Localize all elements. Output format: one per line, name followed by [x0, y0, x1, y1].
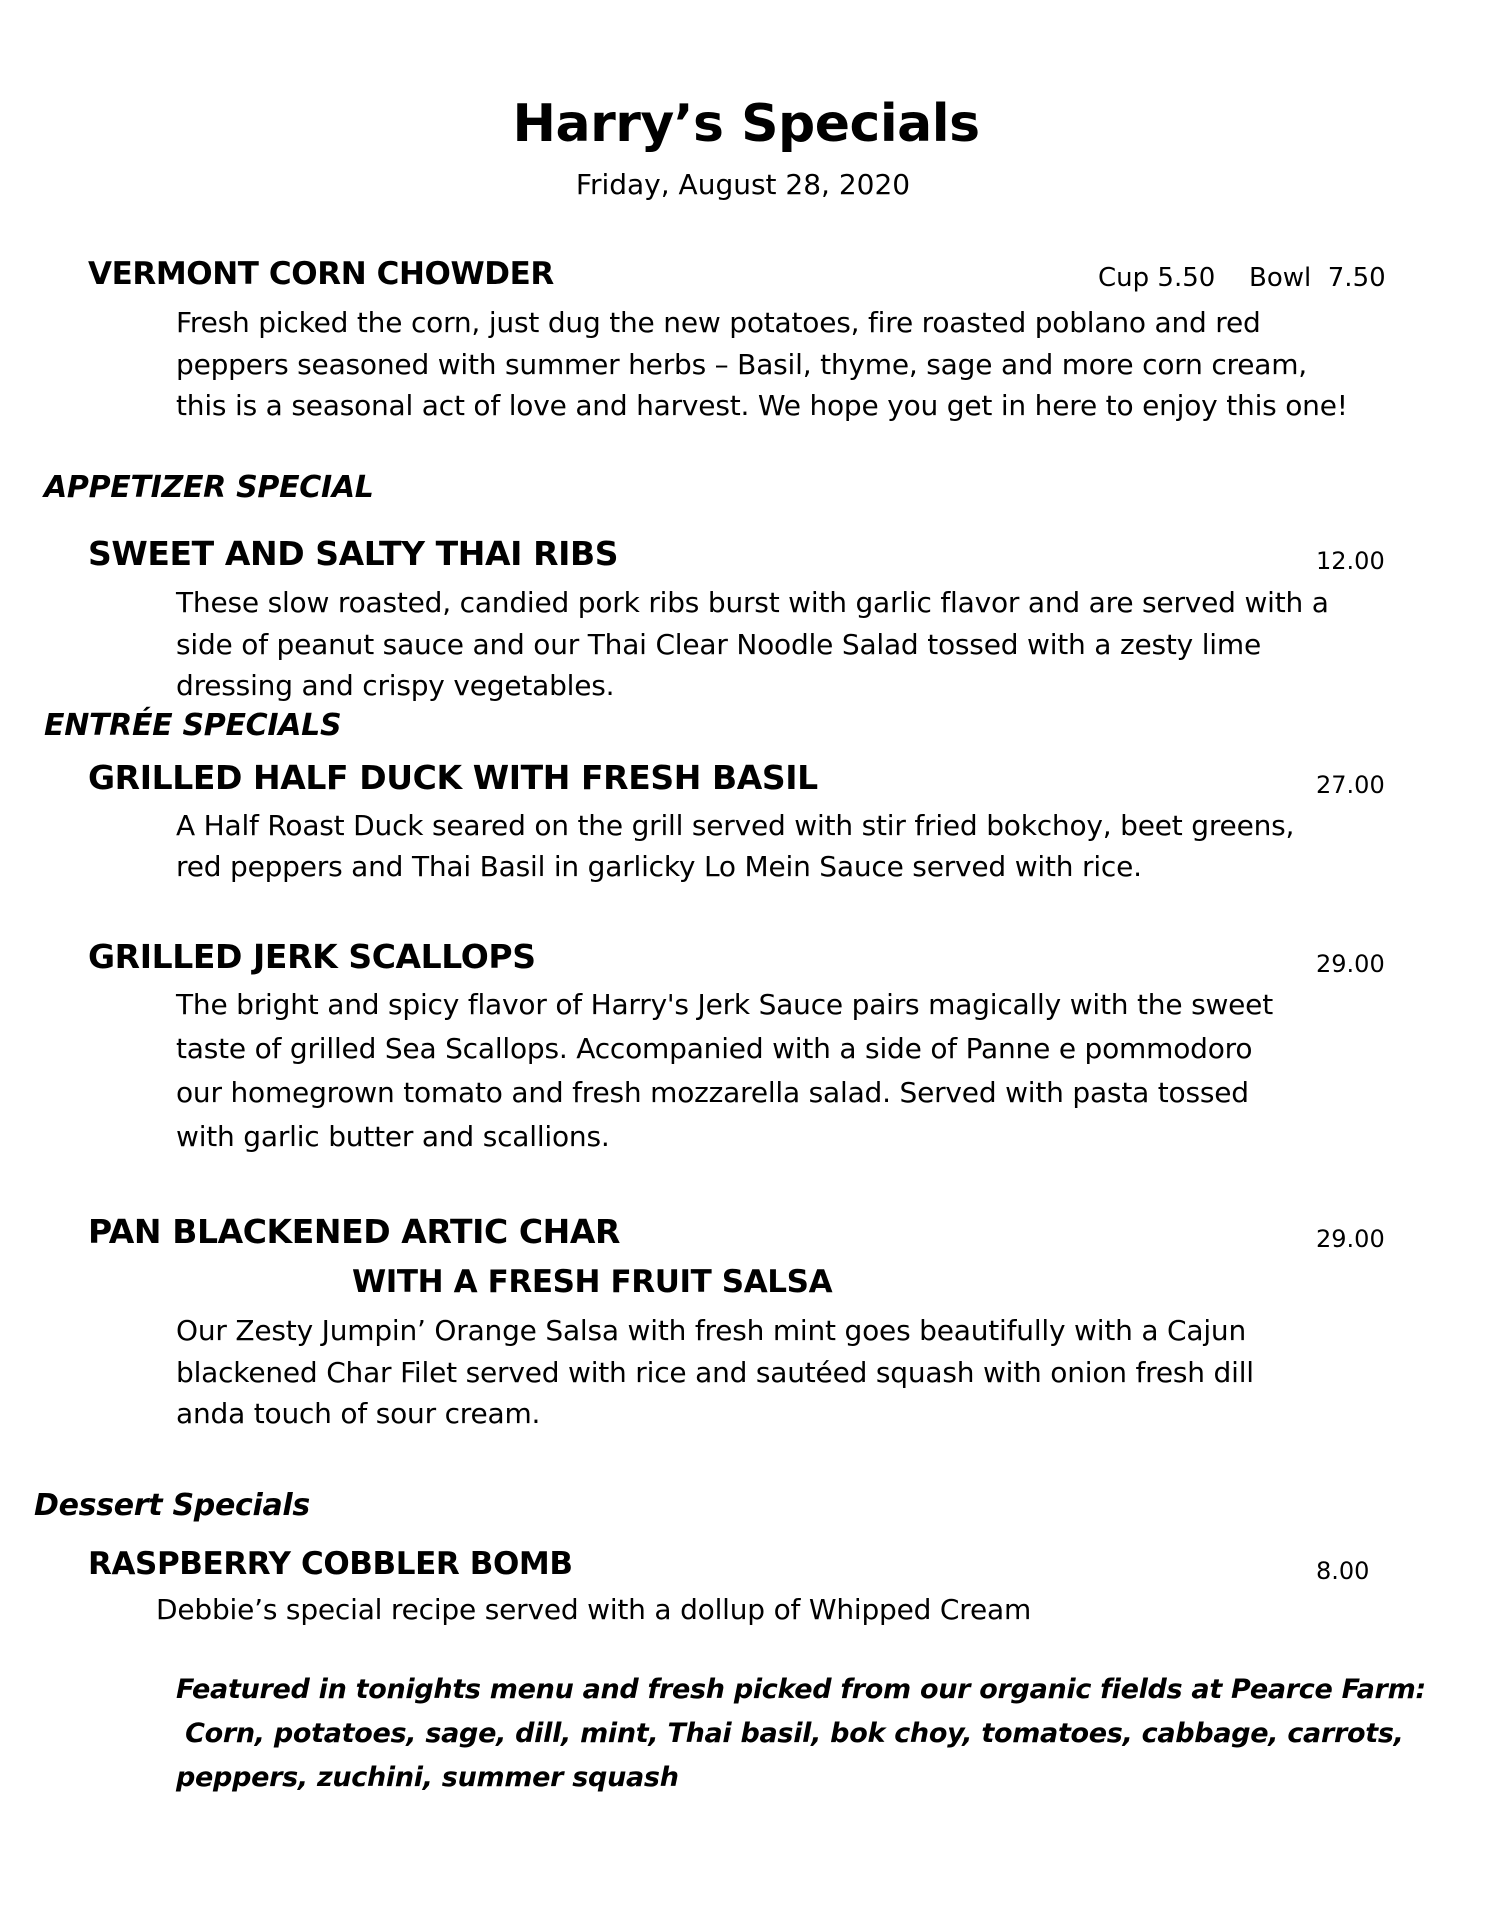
appetizer-description-line: These slow roasted, candied pork ribs burst with garlic flavor and are served with a: [176, 586, 1329, 619]
appetizer-item-price: 12.00: [1316, 547, 1385, 575]
entree-item-name: GRILLED JERK SCALLOPS: [88, 937, 536, 976]
soup-bowl-price: Bowl 7.50: [1249, 263, 1386, 293]
entree-description-line: anda touch of sour cream.: [176, 1397, 541, 1430]
entree-item-price: 29.00: [1316, 950, 1385, 978]
entree-item-name: PAN BLACKENED ARTIC CHAR: [88, 1212, 621, 1251]
menu-date: [0, 168, 1488, 201]
soup-description-line: peppers seasoned with summer herbs – Basil, thyme, sage and more corn cream,: [176, 347, 1307, 381]
entree-description-line: with garlic butter and scallions.: [176, 1120, 610, 1153]
soup-cup-price: Cup 5.50: [1098, 263, 1216, 293]
appetizer-item-description: [176, 582, 1329, 707]
dessert-description-line: Debbie’s special recipe served with a dollup of Whipped Cream: [156, 1593, 1032, 1626]
entree-item-description: [176, 983, 1273, 1159]
entree-description-line: blackened Char Filet served with rice and sautéed squash with onion fresh dill: [176, 1355, 1254, 1389]
menu-date-text: Friday, August 28, 2020: [575, 168, 911, 201]
dessert-item-description: [156, 1589, 1031, 1631]
entree-heading: ENTRÉE SPECIALS: [44, 708, 342, 743]
page-title-text: Harry’s Specials: [512, 94, 980, 154]
soup-description-line: Fresh picked the corn, just dug the new potatoes, fire roasted poblano and red: [176, 306, 1261, 339]
farm-note: [176, 1668, 1426, 1800]
dessert-item-name: RASPBERRY COBBLER BOMB: [88, 1546, 573, 1582]
farm-note-line: Corn, potatoes, sage, dill, mint, Thai basil, bok choy, tomatoes, cabbage, carrots,: [176, 1718, 1404, 1749]
entree-description-line: our homegrown tomato and fresh mozzarella salad. Served with pasta tossed: [176, 1076, 1249, 1109]
entree-item-name: GRILLED HALF DUCK WITH FRESH BASIL: [88, 758, 818, 797]
entree-item-price: 27.00: [1316, 771, 1385, 799]
entree-description-line: Our Zesty Jumpin’ Orange Salsa with fresh mint goes beautifully with a Cajun: [176, 1314, 1246, 1347]
appetizer-description-line: side of peanut sauce and our Thai Clear Noodle Salad tossed with a zesty lime: [176, 627, 1261, 661]
soup-description-line: this is a seasonal act of love and harvest. We hope you get in here to enjoy this one!: [176, 389, 1348, 422]
page-title: [0, 94, 1488, 154]
appetizer-heading: APPETIZER SPECIAL: [44, 470, 374, 505]
appetizer-description-line: dressing and crispy vegetables.: [176, 669, 615, 702]
entree-item-price: 29.00: [1316, 1225, 1385, 1253]
entree-description-line: A Half Roast Duck seared on the grill served with stir fried bokchoy, beet greens,: [176, 809, 1295, 842]
entree-item-description: [176, 805, 1294, 887]
entree-item-description: [176, 1310, 1254, 1435]
entree-description-line: The bright and spicy flavor of Harry's Jerk Sauce pairs magically with the sweet: [176, 988, 1273, 1021]
farm-note-line: peppers, zuchini, summer squash: [176, 1762, 679, 1793]
dessert-heading: Dessert Specials: [34, 1488, 310, 1523]
farm-note-line: Featured in tonights menu and fresh picked from our organic fields at Pearce Farm:: [176, 1674, 1426, 1705]
entree-description-line: red peppers and Thai Basil in garlicky Lo Mein Sauce served with rice.: [176, 850, 1142, 883]
entree-description-line: taste of grilled Sea Scallops. Accompanied with a side of Panne e pommodoro: [176, 1032, 1253, 1065]
entree-item-subtitle: WITH A FRESH FRUIT SALSA: [352, 1264, 833, 1300]
soup-name: VERMONT CORN CHOWDER: [88, 256, 554, 292]
soup-description: [176, 302, 1348, 427]
dessert-item-price: 8.00: [1316, 1557, 1370, 1585]
appetizer-item-name: SWEET AND SALTY THAI RIBS: [88, 534, 619, 573]
